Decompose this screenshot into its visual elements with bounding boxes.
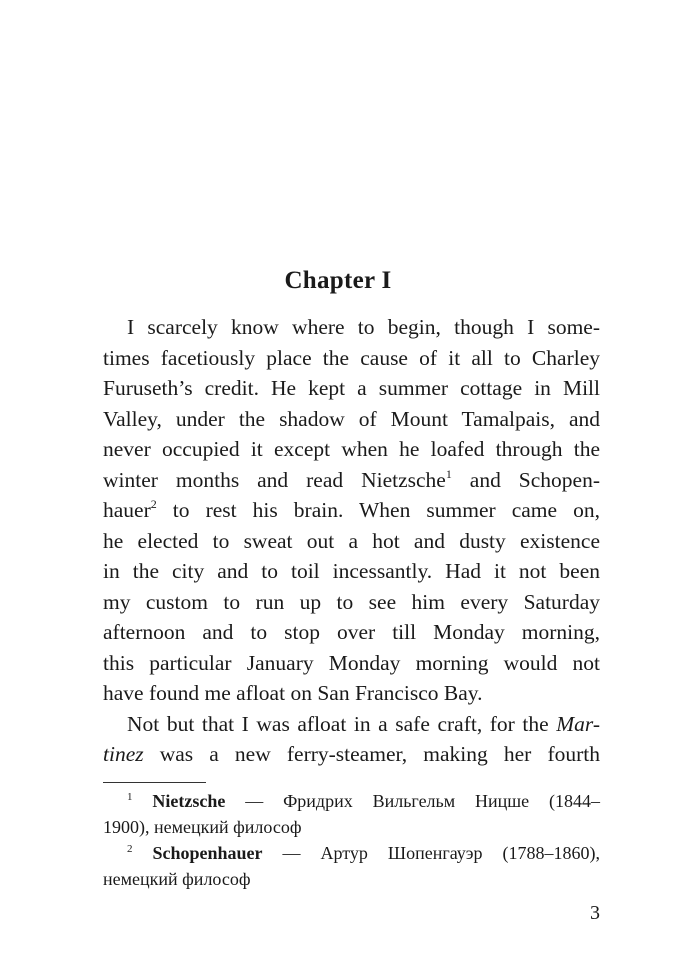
body-line: never occupied it except when he loafed through the — [103, 437, 600, 461]
footnote-text: — Фридрих Вильгельм Ницше (1844– — [225, 791, 600, 811]
footnote-term: Nietzsche — [152, 791, 226, 811]
footnote-separator — [103, 782, 206, 783]
body-line: my custom to run up to see him every Saturday — [103, 589, 600, 614]
body-line: this particular January Monday morning would not — [103, 650, 600, 675]
footnote-ref-1: 1 — [445, 466, 452, 481]
body-line: have found me afloat on San Francisco Bay. — [103, 681, 483, 705]
body-line: Valley, under the shadow of Mount Tamalpais, and — [103, 406, 600, 431]
footnote-ref-2: 2 — [150, 497, 157, 511]
body-line: he elected to sweat out a hot and dusty existence — [103, 528, 600, 553]
body-text-run: winter months and read Nietzsche — [103, 467, 446, 492]
chapter-title: Chapter I — [284, 267, 392, 294]
body-line: times facetiously place the cause of it all to Charley — [103, 345, 600, 370]
body-text-run: to rest his brain. When summer came on, — [156, 498, 600, 522]
body-line — [103, 709, 600, 740]
body-line: I scarcely know where to begin, though I some- — [127, 315, 600, 339]
body-line: in the city and to toil incessantly. Had it not been — [103, 559, 600, 583]
page-number: 3 — [590, 902, 600, 924]
body-line — [103, 465, 600, 496]
italic-run: Mar- — [556, 711, 600, 736]
footnote-number: 1 — [127, 790, 133, 803]
footnote-2 — [103, 840, 600, 866]
body-text-run: Not but that I was afloat in a safe craft, for the — [127, 711, 557, 736]
body-text-run: hauer — [103, 498, 151, 522]
body-text-run: and Schopen- — [451, 467, 600, 492]
footnote-term: Schopenhauer — [152, 843, 263, 863]
footnote-2-continuation: немецкий философ — [103, 869, 251, 889]
chapter-body — [103, 312, 600, 770]
italic-run: tinez — [103, 742, 144, 766]
footnote-text: — Артур Шопенгауэр (1788–1860), — [262, 843, 600, 863]
footnote-1-continuation: 1900), немецкий философ — [103, 817, 302, 837]
footnote-number: 2 — [127, 842, 133, 855]
body-line — [103, 739, 600, 770]
body-line: afternoon and to stop over till Monday morning, — [103, 620, 600, 644]
body-text-run: was a new ferry-steamer, making her fourth — [143, 742, 600, 766]
footnotes — [103, 788, 600, 892]
footnote-1 — [103, 788, 600, 814]
body-line — [103, 495, 600, 526]
body-line: Furuseth’s credit. He kept a summer cottage in Mill — [103, 376, 600, 400]
